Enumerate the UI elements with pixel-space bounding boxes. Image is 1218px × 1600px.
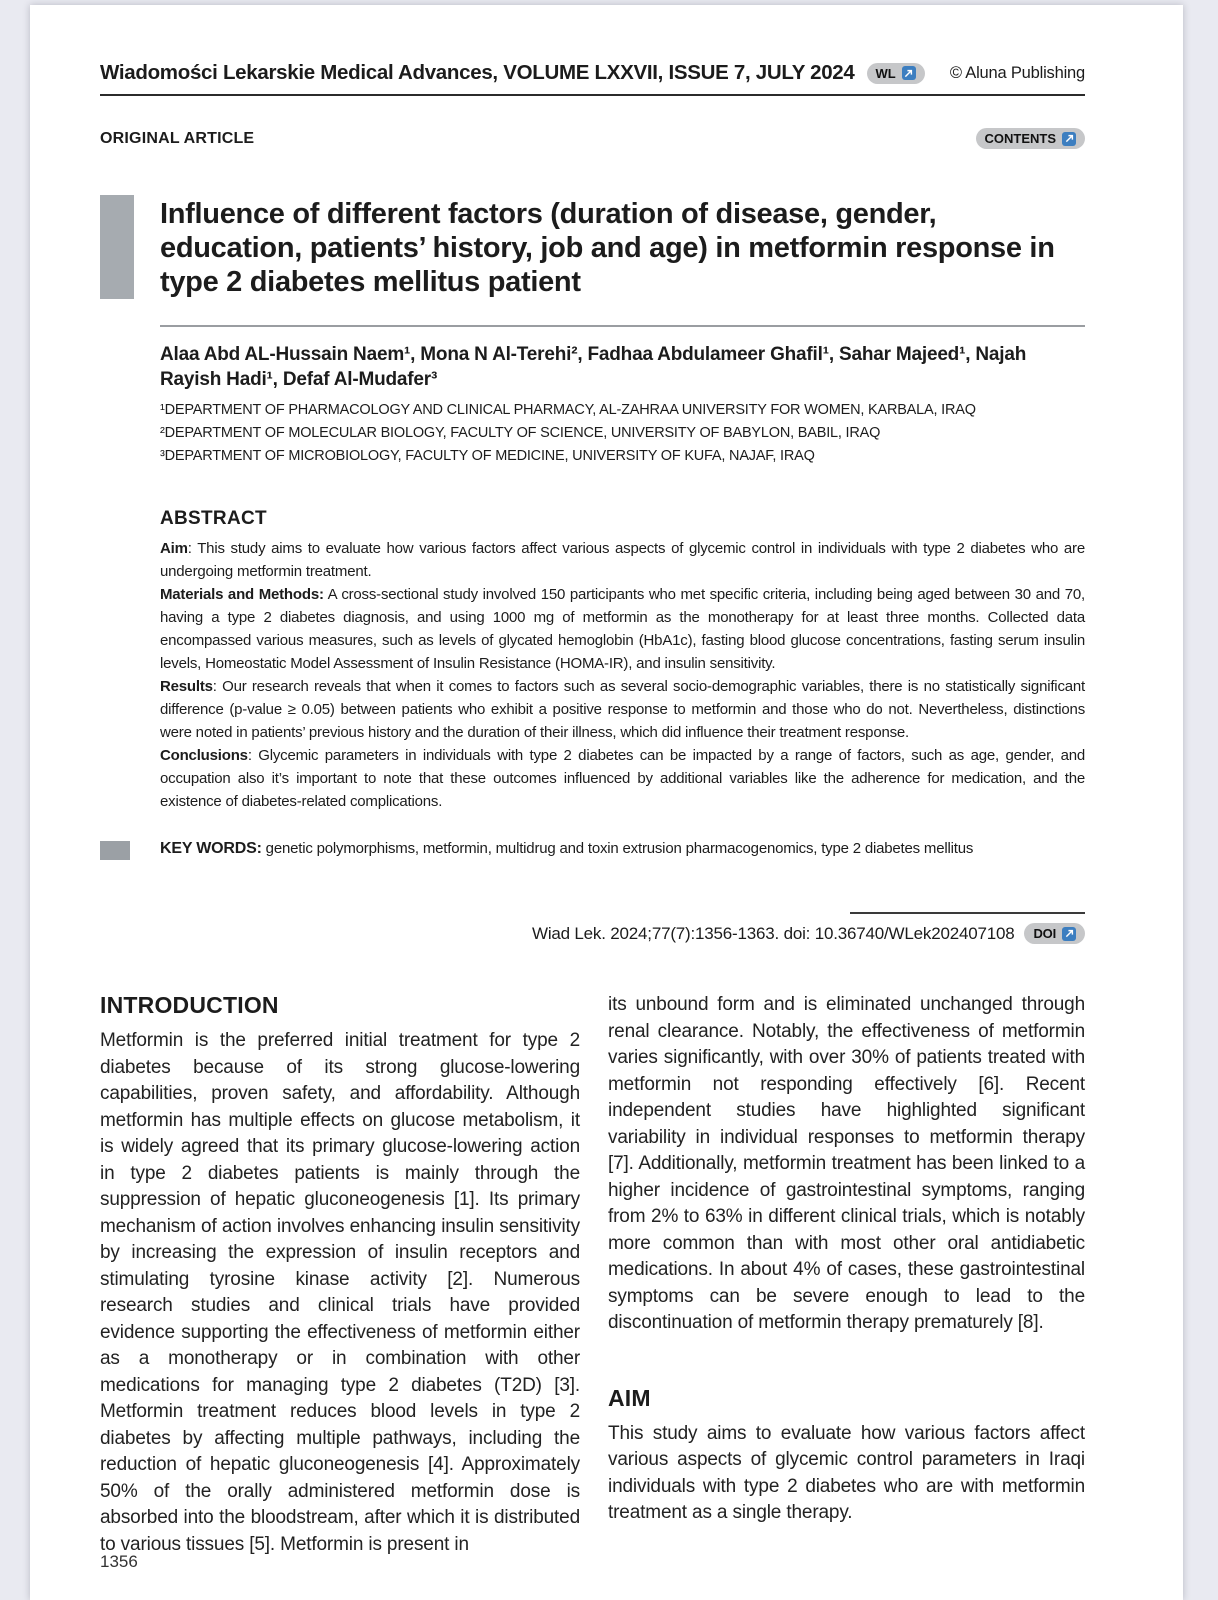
masthead-left — [100, 61, 925, 85]
title-block — [100, 195, 1085, 299]
citation-line — [100, 923, 1085, 944]
masthead — [100, 61, 1085, 85]
title-accent-bar — [100, 195, 134, 299]
keywords-label: KEY WORDS: — [160, 840, 262, 857]
article-type-row — [100, 128, 1085, 149]
keywords-line — [160, 840, 973, 858]
journal-page — [30, 5, 1183, 1600]
abstract-aim-label: Aim — [160, 540, 188, 557]
introduction-paragraph: Metformin is the preferred initial treatment for type 2 diabetes because of its strong glucose-lowering capabilities, proven safety, and affordability. Although metformin has multiple effects on glucose metabolism, it is widely agreed that its primary glucose-lowering action in type 2 diabetes patients is mainly through the suppression of hepatic gluconeogenesis [1]. Its primary mechanism of action involves enhancing insulin sensitivity by increasing the expression of insulin receptors and stimulating tyrosine kinase activity [2]. Numerous research studies and clinical trials have provided evidence supporting the effectiveness of metformin either as a monotherapy or in combination with other medications for managing type 2 diabetes (T2D) [3]. Metformin treatment reduces blood levels in type 2 diabetes by affecting multiple pathways, including the reduction of hepatic gluconeogenesis [4]. Approximately 50% of the orally administered metformin dose is absorbed into the bloodstream, after which it is distributed to various tissues [5]. Metformin is present in — [100, 1030, 580, 1555]
external-link-icon — [1062, 132, 1076, 146]
introduction-continuation: its unbound form and is eliminated unchanged through renal clearance. Notably, the effectiveness of metformin varies significantly, with over 30% of patients treated with metformin not responding effectively [6]. Recent independent studies have highlighted significant variability in individual responses to metformin therapy [7]. Additionally, metformin treatment has been linked to a higher incidence of gastrointestinal symptoms, ranging from 2% to 63% in different clinical trials, which is notably more common than with most other oral antidiabetic medications. In about 4% of cases, these gastrointestinal symptoms can be severe enough to lead to the discontinuation of metformin therapy prematurely [8]. — [608, 994, 1085, 1333]
journal-title: Wiadomości Lekarskie Medical Advances, VOLUME LXXVII, ISSUE 7, JULY 2024 — [100, 61, 855, 84]
external-link-icon — [902, 66, 916, 80]
article-head-block — [160, 325, 1085, 813]
doi-badge[interactable] — [1024, 923, 1085, 944]
abstract-results-text: : Our research reveals that when it comes to factors such as several socio-demographic variables, there is no statistically significant difference (p-value ≥ 0.05) between patients who exhibit a positive response to metformin and those who do not. Nevertheless, distinctions were noted in patients’ previous history and the duration of their illness, which did influence their treatment response. — [160, 678, 1085, 741]
abstract-methods-text: A cross-sectional study involved 150 participants who met specific criteria, including being aged between 30 and 70, having a type 2 diabetes diagnosis, and using 1000 mg of metformin as the monotherapy for at least three months. Collected data encompassed various measures, such as levels of glycated hemoglobin (HbA1c), fasting blood glucose concentrations, fasting serum insulin levels, Homeostatic Model Assessment of Insulin Resistance (HOMA-IR), and insulin sensitivity. — [160, 586, 1085, 672]
abstract-results-label: Results — [160, 678, 213, 695]
right-column — [608, 992, 1085, 1558]
abstract-methods — [160, 583, 1085, 675]
citation-block — [100, 912, 1085, 944]
affiliation-3: ³DEPARTMENT OF MICROBIOLOGY, FACULTY OF MEDICINE, UNIVERSITY OF KUFA, NAJAF, IRAQ — [160, 448, 815, 464]
citation-text: Wiad Lek. 2024;77(7):1356-1363. doi: 10.36740/WLek202407108 — [531, 923, 1015, 943]
abstract-conclusions-label: Conclusions — [160, 747, 248, 764]
publisher-credit: © Aluna Publishing — [949, 63, 1085, 82]
authors-line: Alaa Abd AL-Hussain Naem¹, Mona N Al-Terehi², Fadhaa Abdulameer Ghafil¹, Sahar Majeed¹, Najah Rayish Hadi¹, Defaf Al-Mudafer³ — [160, 344, 1027, 390]
introduction-heading: INTRODUCTION — [100, 992, 279, 1018]
article-type-label: ORIGINAL ARTICLE — [100, 129, 255, 147]
title-divider — [160, 325, 1085, 327]
aim-heading: AIM — [608, 1384, 651, 1411]
masthead-divider — [100, 94, 1085, 96]
article-title: Influence of different factors (duration of disease, gender, education, patients’ history, job and age) in metformin response in type 2 diabetes mellitus patient — [160, 198, 1055, 298]
abstract-aim — [160, 537, 1085, 583]
affiliation-1: ¹DEPARTMENT OF PHARMACOLOGY AND CLINICAL PHARMACY, AL-ZAHRAA UNIVERSITY FOR WOMEN, KARBALA, IRAQ — [160, 402, 976, 418]
abstract-conclusions — [160, 744, 1085, 813]
keywords-text: genetic polymorphisms, metformin, multidrug and toxin extrusion pharmacogenomics, type 2 diabetes mellitus — [261, 840, 974, 857]
citation-divider — [850, 912, 1085, 914]
abstract-results — [160, 675, 1085, 744]
wl-badge[interactable] — [867, 63, 925, 84]
abstract-methods-label: Materials and Methods: — [160, 586, 324, 603]
left-column — [100, 992, 580, 1558]
abstract-heading: ABSTRACT — [160, 508, 267, 529]
doi-badge-label: DOI — [1033, 926, 1056, 941]
external-link-icon — [1062, 927, 1076, 941]
abstract-aim-text: : This study aims to evaluate how various factors affect various aspects of glycemic control in individuals with type 2 diabetes who are undergoing metformin treatment. — [160, 540, 1085, 580]
affiliation-2: ²DEPARTMENT OF MOLECULAR BIOLOGY, FACULTY OF SCIENCE, UNIVERSITY OF BABYLON, BABIL, IRAQ — [160, 425, 881, 441]
wl-badge-label: WL — [875, 65, 896, 81]
abstract-conclusions-text: : Glycemic parameters in individuals with type 2 diabetes can be impacted by a range of factors, such as age, gender, and occupation also it’s important to note that these outcomes influenced by additional variables like the adherence for medication, and the existence of diabetes-related complications. — [160, 747, 1085, 810]
contents-badge-label: CONTENTS — [984, 131, 1056, 146]
page-number: 1356 — [100, 1552, 138, 1571]
keywords-row — [100, 840, 1085, 860]
article-body-columns — [100, 992, 1085, 1558]
contents-badge[interactable] — [976, 128, 1086, 149]
aim-paragraph: This study aims to evaluate how various factors affect various aspects of glycemic control parameters in Iraqi individuals with type 2 diabetes who are with metformin treatment as a single therapy. — [608, 1422, 1085, 1523]
keywords-marker — [100, 841, 130, 860]
